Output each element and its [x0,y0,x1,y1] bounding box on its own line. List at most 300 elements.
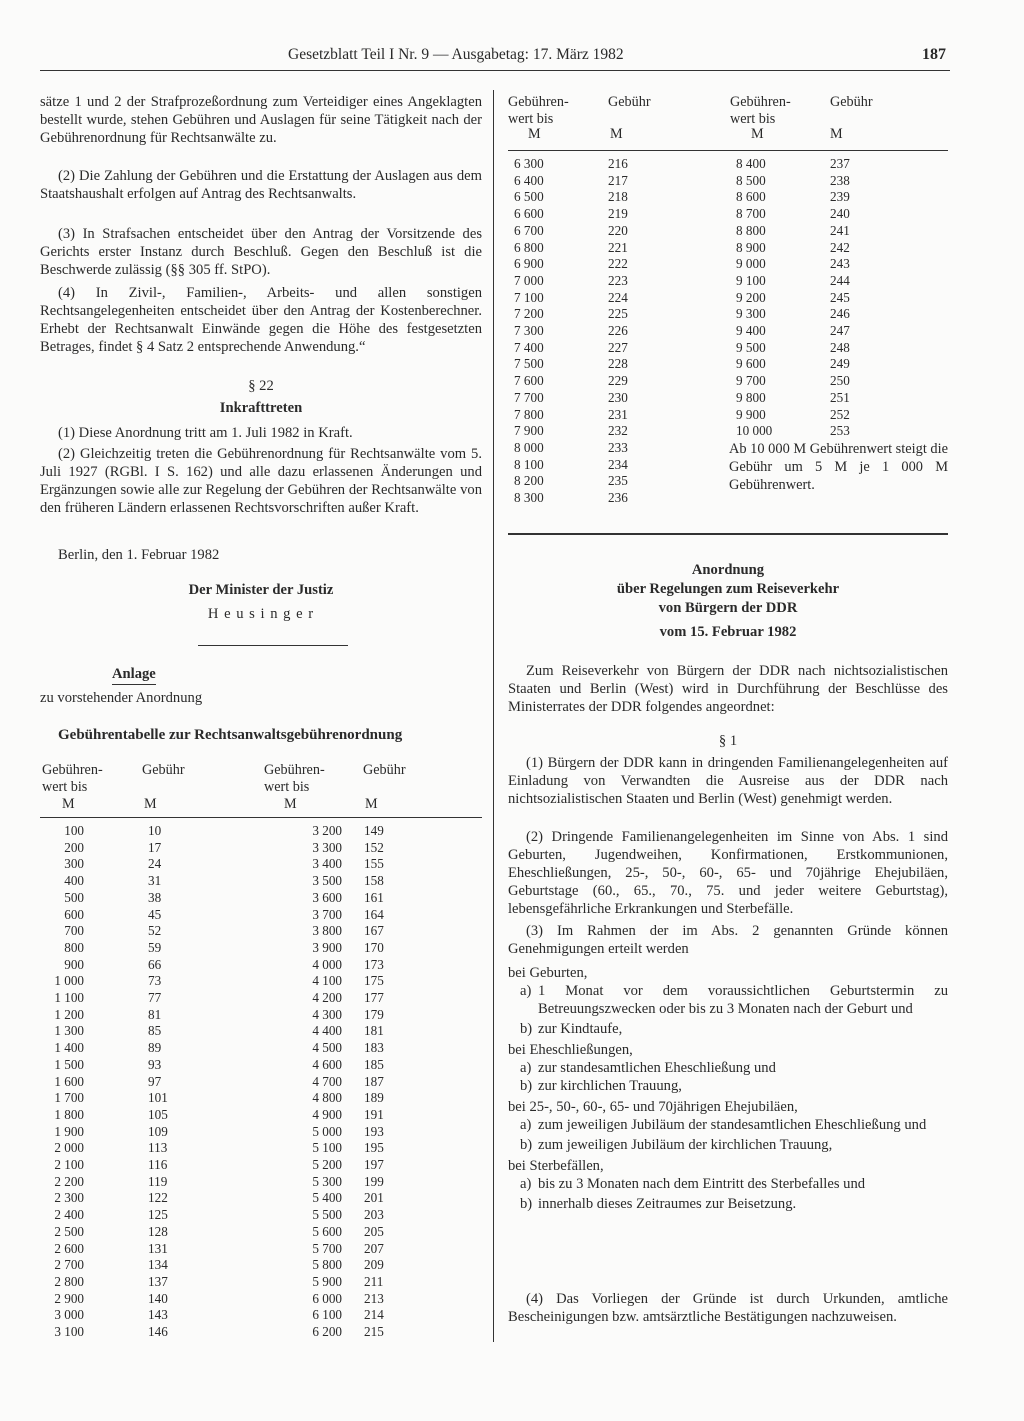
fee-cell: 113 [148,1140,168,1156]
permit-list [508,962,948,1213]
fee-cell: 253 [830,423,850,439]
fee-cell: 137 [148,1273,168,1289]
value-cell: 7 300 [514,323,544,338]
ordinance-paragraph-2: (2) Dringende Familienangelegenheiten im Sinne von Abs. 1 sind Geburten, Jugendweihen, Konfirmationen, Erstkommunionen, Eheschließungen, 25-, 50-, 60-, 65- und 70jährige Ehejubiläen, Geburtstage (60., 65., 70., 75. und jeder weitere Geburtstag), lebensgefährliche Erkrankungen und Sterbefälle. [508,829,948,917]
list-text: zum jeweiligen Jubiläum der standesamtlichen Eheschließung und [538,1117,927,1133]
list-item [508,1020,948,1038]
fee-cell: 252 [830,406,850,422]
annex-subtitle: zu vorstehender Anordnung [40,690,203,706]
value-cell: 1 500 [54,1056,84,1072]
value-cell: 6 800 [514,239,544,255]
left-paragraph-4: (4) In Zivil-, Familien-, Arbeits- und allen sonstigen Rechtsangelegenheiten entscheidet über den Antrag der Kostenberechner. Erhebt der Rechtsanwalt Einwände gegen die Höhe des festgesetzten Betrages, findet § 4 Satz 2 entsprechende Anwendung.“ [40,285,482,355]
fee-cell: 175 [364,973,384,989]
fee-cell: 77 [148,990,162,1005]
value-cell: 8 000 [514,439,544,455]
list-key: b) [520,1078,533,1094]
header-unit-4: M [365,796,378,812]
left-paragraph-3: (3) In Strafsachen entscheidet über den Antrag der Vorsitzende des Gerichts erster Instanz durch Beschluß. Gegen den Beschluß ist die Beschwerde zulässig (§§ 305 ff. StPO). [40,226,482,278]
list-item [508,1175,948,1193]
header-unit-5: M [528,126,541,142]
value-cell: 4 100 [312,973,342,989]
value-cell: 5 900 [312,1273,342,1289]
value-cell: 3 700 [312,906,342,922]
table-note: Ab 10 000 M Gebührenwert steigt die Gebühr um 5 M je 1 000 M Gebührenwert. [729,441,949,493]
table-row [40,1157,482,1174]
value-cell: 6 300 [514,156,544,171]
fee-cell: 193 [364,1123,384,1139]
fee-cell: 195 [364,1140,384,1156]
value-cell: 6 200 [312,1324,342,1339]
table-row [508,407,948,424]
fee-cell: 155 [364,856,384,872]
value-cell: 2 200 [54,1173,84,1189]
fee-cell: 122 [148,1190,168,1206]
ordinance-title-3: von Bürgern der DDR [658,600,798,616]
value-cell: 2 400 [54,1207,84,1223]
value-cell: 3 000 [54,1307,84,1323]
list-key: b) [520,1196,533,1212]
value-cell: 4 900 [312,1106,342,1122]
fee-cell: 66 [148,956,162,972]
value-cell: 8 600 [736,189,766,205]
value-cell: 3 900 [312,939,342,955]
value-cell: 8 100 [514,456,544,472]
value-cell: 2 900 [54,1290,84,1306]
value-cell: 9 600 [736,356,766,372]
fee-cell: 164 [364,906,384,922]
value-cell: 5 500 [312,1207,342,1223]
fee-cell: 244 [830,272,850,288]
list-text: zur kirchlichen Trauung, [538,1078,682,1094]
header-value-2: Gebühren- wert bis [264,762,325,795]
table-row [40,1023,482,1040]
value-cell: 3 200 [312,823,342,838]
fee-cell: 10 [148,823,162,838]
value-cell: 7 600 [514,373,544,389]
fee-cell: 167 [364,923,384,939]
value-cell: 2 700 [54,1257,84,1273]
fee-cell: 183 [364,1040,384,1056]
value-cell: 8 700 [736,206,766,222]
table-row [508,206,948,223]
fee-cell: 158 [364,873,384,889]
value-cell: 4 800 [312,1090,342,1106]
value-cell: 8 400 [736,156,766,171]
table-row [508,423,948,440]
value-cell: 9 400 [736,323,766,338]
table-row [40,840,482,857]
table-row [508,223,948,240]
value-cell: 3 400 [312,856,342,872]
value-cell: 4 400 [312,1023,342,1039]
list-label: bei Eheschließungen, [508,1042,633,1058]
fee-cell: 211 [364,1273,384,1289]
value-cell: 5 000 [312,1123,342,1139]
table-row [40,990,482,1007]
fee-cell: 223 [608,272,628,288]
left-paragraph-1: sätze 1 und 2 der Strafprozeßordnung zum Verteidiger eines Angeklagten bestellt wurde, stehen Gebühren und Auslagen für seine Tätigkeit nach der Gebührenordnung für Rechtsanwälte zu. [40,94,482,146]
table-title: Gebührentabelle zur Rechtsanwaltsgebührenordnung [58,727,403,743]
list-key: a) [520,983,532,999]
section-paragraph-1: (1) Diese Anordnung tritt am 1. Juli 1982 in Kraft. [58,425,353,441]
section-title: Inkrafttreten [219,400,303,416]
value-cell: 300 [64,856,84,872]
section-rule-right [508,533,948,535]
table-row [508,323,948,340]
header-fee-3: Gebühr [608,94,651,110]
fee-cell: 17 [148,839,162,855]
value-cell: 5 700 [312,1240,342,1256]
value-cell: 6 900 [514,256,544,272]
fee-cell: 134 [148,1257,168,1273]
table-row [508,306,948,323]
table-row [40,1190,482,1207]
table-row [40,907,482,924]
value-cell: 2 500 [54,1223,84,1239]
value-cell: 4 200 [312,990,342,1005]
value-cell: 1 400 [54,1040,84,1056]
fee-cell: 149 [364,823,384,838]
table-row [40,1124,482,1141]
fee-table-left [40,760,482,1342]
fee-cell: 197 [364,1157,384,1172]
value-cell: 1 000 [54,973,84,989]
table-row [40,1040,482,1057]
value-cell: 9 200 [736,289,766,305]
value-cell: 1 600 [54,1073,84,1089]
fee-cell: 240 [830,206,850,222]
table-row [40,1224,482,1241]
table-row [40,1324,482,1341]
table-row [40,973,482,990]
fee-cell: 213 [364,1290,384,1306]
value-cell: 8 500 [736,172,766,188]
value-cell: 4 600 [312,1056,342,1072]
value-cell: 1 100 [54,990,84,1005]
value-cell: 700 [64,923,84,939]
list-group-death [508,1157,948,1213]
value-cell: 5 600 [312,1223,342,1239]
fee-cell: 225 [608,306,628,322]
fee-cell: 125 [148,1207,168,1223]
header-fee-2: Gebühr [363,762,406,778]
fee-cell: 243 [830,256,850,272]
fee-cell: 230 [608,389,628,405]
fee-cell: 146 [148,1324,168,1339]
value-cell: 8 300 [514,490,544,505]
ordinance-intro: Zum Reiseverkehr von Bürgern der DDR nach nichtsozialistischen Staaten und Berlin (West) wird in Durchführung der Beschlüsse des Ministerrates der DDR folgendes angeordnet: [508,663,948,715]
value-cell: 6 700 [514,222,544,238]
value-cell: 7 500 [514,356,544,372]
fee-cell: 201 [364,1190,384,1206]
value-cell: 5 200 [312,1157,342,1172]
value-cell: 9 100 [736,272,766,288]
value-cell: 1 700 [54,1090,84,1106]
value-cell: 2 000 [54,1140,84,1156]
fee-cell: 59 [148,939,162,955]
ordinance-paragraph-1: (1) Bürgern der DDR kann in dringenden Familienangelegenheiten auf Einladung von Verwandten die Ausreise aus der DDR nach nichtsozialistischen Staaten und Berlin (West) genehmigt werden. [508,755,948,807]
fee-cell: 217 [608,172,628,188]
fee-cell: 227 [608,339,628,355]
table-row [40,1241,482,1258]
header-unit-6: M [610,126,623,142]
value-cell: 100 [64,823,84,838]
value-cell: 500 [64,889,84,905]
list-item [508,1059,948,1077]
value-cell: 7 700 [514,389,544,405]
fee-cell: 105 [148,1106,168,1122]
fee-cell: 119 [148,1173,168,1189]
fee-cell: 143 [148,1307,168,1323]
header-unit-2: M [144,796,157,812]
fee-cell: 191 [364,1106,384,1122]
header-unit-3: M [284,796,297,812]
table-row [40,1107,482,1124]
value-cell: 9 900 [736,406,766,422]
value-cell: 6 600 [514,206,544,222]
list-key: a) [520,1176,532,1192]
value-cell: 7 000 [514,272,544,288]
table-row [40,1307,482,1324]
fee-cell: 218 [608,189,628,205]
list-text: innerhalb dieses Zeitraumes zur Beisetzung. [538,1196,797,1212]
fee-cell: 89 [148,1040,162,1056]
signatory-name: H e u s i n g e r [207,606,315,622]
list-text: zur standesamtlichen Eheschließung und [538,1060,776,1076]
header-value-1: Gebühren- wert bis [42,762,103,795]
fee-cell: 241 [830,222,850,238]
value-cell: 9 000 [736,256,766,272]
fee-cell: 235 [608,473,628,489]
fee-cell: 236 [608,490,628,505]
table-row [40,1174,482,1191]
fee-cell: 52 [148,923,162,939]
signature-rule [198,645,348,646]
fee-cell: 221 [608,239,628,255]
table-row [508,173,948,190]
fee-cell: 231 [608,406,628,422]
fee-cell: 226 [608,323,628,338]
value-cell: 2 600 [54,1240,84,1256]
header-rule [40,70,950,71]
fee-cell: 245 [830,289,850,305]
table-row [40,1090,482,1107]
left-paragraph-2: (2) Die Zahlung der Gebühren und die Erstattung der Auslagen aus dem Staatshaushalt erfolgen auf Antrag des Rechtsanwalts. [40,168,482,202]
fee-cell: 185 [364,1056,384,1072]
fee-cell: 247 [830,323,850,338]
table-row [508,390,948,407]
table-row [40,1274,482,1291]
table-row [40,1057,482,1074]
fee-cell: 161 [364,889,384,905]
table-row [40,1257,482,1274]
fee-cell: 237 [830,156,850,171]
fee-cell: 187 [364,1073,384,1089]
value-cell: 1 300 [54,1023,84,1039]
value-cell: 3 600 [312,889,342,905]
header-unit-8: M [830,126,843,142]
value-cell: 3 500 [312,873,342,889]
value-cell: 9 300 [736,306,766,322]
ordinance-paragraph-4: (4) Das Vorliegen der Gründe ist durch Urkunden, amtliche Bescheinigungen bzw. amtsärztliche Bestätigungen nachzuweisen. [508,1291,948,1325]
ordinance-paragraph-3: (3) Im Rahmen der im Abs. 2 genannten Gründe können Genehmigungen erteilt werden [508,923,948,957]
header-unit-7: M [751,126,764,142]
table-row [508,373,948,390]
fee-cell: 179 [364,1006,384,1022]
fee-cell: 242 [830,239,850,255]
table-row [40,1207,482,1224]
value-cell: 400 [64,873,84,889]
table-row [40,1140,482,1157]
value-cell: 6 500 [514,189,544,205]
list-label: bei Geburten, [508,965,588,981]
place-date: Berlin, den 1. Februar 1982 [58,547,220,563]
ordinance-title-2: über Regelungen zum Reiseverkehr [616,581,840,597]
value-cell: 4 700 [312,1073,342,1089]
table-row [40,923,482,940]
value-cell: 3 100 [54,1324,84,1339]
fee-cell: 38 [148,889,162,905]
list-text: bis zu 3 Monaten nach dem Eintritt des Sterbefalles und [538,1176,866,1192]
list-key: b) [520,1021,533,1037]
signatory-title: Der Minister der Justiz [188,582,334,598]
fee-cell: 45 [148,906,162,922]
table-row [40,1291,482,1308]
value-cell: 4 000 [312,956,342,972]
fee-cell: 224 [608,289,628,305]
value-cell: 7 800 [514,406,544,422]
table-row [508,340,948,357]
list-item [508,1077,948,1095]
fee-cell: 173 [364,956,384,972]
table-row [40,873,482,890]
list-label: bei Sterbefällen, [508,1158,604,1174]
list-item [508,1116,948,1134]
table-row [40,1074,482,1091]
value-cell: 7 200 [514,306,544,322]
value-cell: 5 100 [312,1140,342,1156]
table-rule-left [40,817,482,818]
value-cell: 9 800 [736,389,766,405]
value-cell: 2 300 [54,1190,84,1206]
value-cell: 6 100 [312,1307,342,1323]
value-cell: 8 200 [514,473,544,489]
table-row [40,957,482,974]
table-row [508,273,948,290]
value-cell: 1 900 [54,1123,84,1139]
fee-cell: 109 [148,1123,168,1139]
page-header-title: Gesetzblatt Teil I Nr. 9 — Ausgabetag: 17. März 1982 [288,46,624,63]
fee-cell: 24 [148,856,162,872]
fee-cell: 229 [608,373,628,389]
table-row [508,356,948,373]
fee-cell: 214 [364,1307,384,1323]
fee-cell: 216 [608,156,628,171]
fee-cell: 181 [364,1023,384,1039]
fee-cell: 131 [148,1240,168,1256]
header-unit-1: M [62,796,75,812]
list-item [508,1195,948,1213]
value-cell: 9 500 [736,339,766,355]
fee-cell: 207 [364,1240,384,1256]
value-cell: 7 100 [514,289,544,305]
fee-cell: 199 [364,1173,384,1189]
fee-cell: 170 [364,939,384,955]
section-paragraph-2: (2) Gleichzeitig treten die Gebührenordnung für Rechtsanwälte vom 5. Juli 1927 (RGBl. I S. 162) und alle dazu erlassenen Änderungen und Ergänzungen sowie alle zur Regelung der Gebühren der Rechtsanwälte von den früheren Ländern erlassenen Rechtsvorschriften außer Kraft. [40,446,482,516]
value-cell: 5 300 [312,1173,342,1189]
fee-cell: 251 [830,389,850,405]
value-cell: 200 [64,839,84,855]
value-cell: 3 300 [312,839,342,855]
fee-cell: 203 [364,1207,384,1223]
list-group-births [508,964,948,1038]
list-text: zur Kindtaufe, [538,1021,623,1037]
fee-cell: 177 [364,990,384,1005]
ordinance-title-4: vom 15. Februar 1982 [659,624,797,640]
value-cell: 2 800 [54,1273,84,1289]
section-number: § 22 [248,378,274,394]
value-cell: 800 [64,939,84,955]
fee-cell: 248 [830,339,850,355]
fee-cell: 228 [608,356,628,372]
annex-title: Anlage [112,666,156,685]
table-row [508,156,948,173]
list-group-marriage [508,1041,948,1095]
ordinance-title-1: Anordnung [691,562,765,578]
header-fee-1: Gebühr [142,762,185,778]
fee-cell: 219 [608,206,628,222]
value-cell: 10 000 [736,423,773,439]
column-divider [493,90,494,1342]
table-row [40,856,482,873]
fee-cell: 97 [148,1073,162,1089]
fee-cell: 101 [148,1090,168,1106]
table-row [40,1007,482,1024]
fee-cell: 222 [608,256,628,272]
fee-cell: 152 [364,839,384,855]
value-cell: 7 400 [514,339,544,355]
fee-cell: 85 [148,1023,162,1039]
header-value-4: Gebühren- wert bis [730,94,791,127]
fee-cell: 93 [148,1056,162,1072]
fee-cell: 205 [364,1223,384,1239]
table-rule-right [508,150,948,151]
header-value-3: Gebühren- wert bis [508,94,569,127]
fee-cell: 238 [830,172,850,188]
fee-cell: 234 [608,456,628,472]
value-cell: 900 [64,956,84,972]
header-fee-4: Gebühr [830,94,873,110]
ordinance-section: § 1 [718,733,738,749]
table-row [40,890,482,907]
value-cell: 2 100 [54,1157,84,1172]
table-row [40,823,482,840]
value-cell: 7 900 [514,423,544,439]
value-cell: 5 400 [312,1190,342,1206]
list-group-jubilee [508,1098,948,1154]
fee-cell: 140 [148,1290,168,1306]
fee-cell: 31 [148,873,162,889]
list-text: zum jeweiligen Jubiläum der kirchlichen Trauung, [538,1137,833,1153]
list-text: 1 Monat vor dem voraussichtlichen Geburtstermin zu Betreuungszwecken oder bis zu 3 Monaten nach der Geburt und [538,983,948,1017]
fee-cell: 73 [148,973,162,989]
value-cell: 8 800 [736,222,766,238]
table-row [508,290,948,307]
list-item [508,982,948,1018]
list-key: b) [520,1137,533,1153]
value-cell: 8 900 [736,239,766,255]
list-key: a) [520,1117,532,1133]
